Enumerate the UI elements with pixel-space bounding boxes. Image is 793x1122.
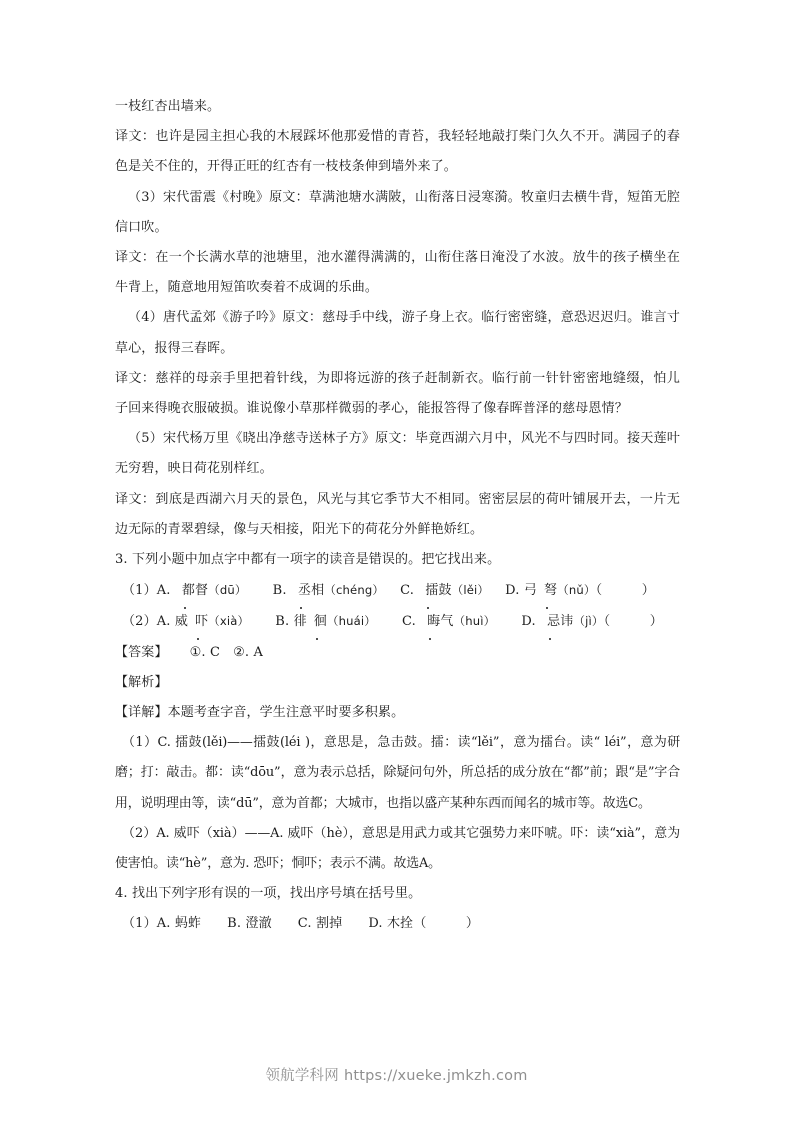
sub2-marker: （2） — [122, 614, 157, 630]
poem2-tail-line: 一枝红杏出墙来。 — [115, 99, 221, 114]
sub2-opt-a-letter[interactable]: A. — [156, 614, 171, 630]
q4-opt-b-letter[interactable]: B. — [227, 916, 242, 932]
sub2-opt-a-char-dotted: 吓 — [188, 607, 208, 637]
sub1-opt-b-pinyin: （chéng） — [324, 583, 385, 598]
sub1-opt-b-letter[interactable]: B. — [272, 583, 287, 599]
q4-answer-blank[interactable]: （ ） — [413, 916, 480, 932]
q4-opt-a-letter[interactable]: A. — [156, 916, 171, 932]
sub2-opt-c-letter[interactable]: C. — [402, 614, 416, 630]
sub1-opt-a-pinyin: （dū） — [208, 583, 247, 598]
q4-opt-a-word: 蚂蚱 — [174, 916, 202, 932]
sub2-opt-d-letter[interactable]: D. — [521, 614, 536, 630]
sub1-opt-b-char-dotted: 丞 — [291, 576, 311, 606]
poem5-translation: 译文：到底是西湖六月天的景色，风光与其它季节大不相同。密密层层的荷叶铺展开去，一片无边无际的青翠碧绿，像与天相接，阳光下的荷花分外鲜艳娇红。 — [115, 491, 680, 537]
question3-explanation-2: （2）A. 威吓（xià）——A. 威吓（hè），意思是用武力或其它强势力来吓唬。吓：读“xià”，意为使害怕。读“hè”，意为. 恐吓；恫吓；表示不满。故选A。 — [115, 825, 680, 872]
sub1-opt-a-char-dotted: 都 — [175, 576, 195, 606]
question4-stem — [115, 879, 680, 909]
poem2-translation: 译文：也许是园主担心我的木屐踩坏他那爱惜的青苔，我轻轻地敲打柴门久久不开。满园子的春色是关不住的，开得正旺的红杏有一枝枝条伸到墙外来了。 — [115, 129, 680, 175]
question3-explanation-1: （1）C. 擂鼓(lěi)——擂鼓(léi )，意思是，急击鼓。擂：读“lěi”，意为擂台。读“ léi”，意为研磨；打：敲击。都：读“dōu”，意为表示总括，除疑问句外，所总括的成分放在“都”前；跟“是”字合用，说明理由等，读“dū”，意为首都；大城市，也指以盛产某种东西而闻名的城市等。故选C。 — [115, 735, 680, 811]
sub2-opt-b-char-dotted: 徊 — [307, 607, 327, 637]
q4-opt-c-word: 割掉 — [316, 916, 343, 932]
q4-sub1-marker: （1） — [122, 916, 157, 932]
sub2-opt-c-char-dotted: 晦 — [420, 607, 440, 637]
detail-text: 本题考查字音，学生注意平时要多积累。 — [167, 705, 405, 721]
sub2-opt-d-char2: 讳 — [560, 614, 574, 630]
question3-answer-row — [115, 638, 680, 668]
poem3-original: （3）宋代雷震《村晚》原文：草满池塘水满陂，山衔落日浸寒漪。牧童归去横牛背，短笛无腔信口吹。 — [115, 189, 680, 235]
sub1-opt-c-char-dotted: 擂 — [418, 576, 438, 606]
sub1-opt-c-pinyin: （lěi） — [451, 583, 490, 598]
detail-label: 【详解】 — [115, 705, 168, 721]
answer-item-2: ②. A — [233, 644, 263, 660]
sub1-opt-b-char2: 相 — [311, 583, 325, 599]
answer-label: 【答案】 — [115, 644, 168, 660]
poem5-original: （5）宋代杨万里《晓出净慈寺送林子方》原文：毕竟西湖六月中，风光不与四时同。接天莲叶无穷碧，映日荷花别样红。 — [115, 431, 680, 477]
sub2-opt-d-char-dotted: 忌 — [540, 607, 560, 637]
poem4-original: （4）唐代孟郊《游子吟》原文：慈母手中线，游子身上衣。临行密密缝，意恐迟迟归。谁言寸草心，报得三春晖。 — [115, 310, 680, 356]
q4-opt-d-word: 木拴 — [387, 916, 414, 932]
sub1-opt-d-char-dotted: 弩 — [537, 576, 557, 606]
question4-sub1-options — [115, 909, 680, 939]
footer-watermark — [0, 1064, 793, 1085]
sub2-opt-b-char1: 徘 — [293, 614, 307, 630]
question3-sub1-options — [115, 575, 680, 606]
sub1-opt-c-letter[interactable]: C. — [400, 583, 415, 599]
sub2-opt-a-pinyin: （xià） — [208, 614, 250, 629]
question4-stem-text: 找出下列字形有误的一项，找出序号填在括号里。 — [132, 886, 422, 902]
sub2-answer-blank[interactable]: （ ） — [603, 614, 663, 630]
poem4-translation: 译文：慈祥的母亲手里把着针线，为即将远游的孩子赶制新衣。临行前一针针密密地缝缀，怕儿子回来得晚衣服破损。谁说像小草那样微弱的孝心，能报答得了像春晖普泽的慈母恩情？ — [115, 370, 680, 417]
question3-detail-row — [115, 698, 680, 728]
sub2-opt-d-pinyin: （jì） — [573, 614, 604, 629]
question3-stem — [115, 545, 680, 575]
q4-opt-b-word: 澄澈 — [245, 916, 272, 932]
question3-analysis-label: 【解析】 — [115, 674, 168, 690]
sub2-opt-a-char1: 威 — [174, 614, 189, 630]
sub1-opt-a-char2: 督 — [195, 583, 209, 599]
sub1-marker: （1） — [122, 583, 157, 599]
question3-sub2-options — [115, 606, 680, 637]
sub2-opt-c-pinyin: （huì） — [453, 614, 496, 629]
question3-number: 3. — [115, 552, 128, 568]
sub1-opt-a-letter[interactable]: A. — [156, 583, 171, 599]
footer-site-name: 领航学科网 — [265, 1068, 339, 1084]
sub2-opt-c-char2: 气 — [440, 614, 454, 630]
sub1-opt-d-pinyin: （nǔ） — [557, 583, 596, 598]
sub2-opt-b-letter[interactable]: B. — [275, 614, 290, 630]
sub1-opt-d-letter[interactable]: D. — [505, 583, 520, 599]
answer-item-1: ①. C — [189, 644, 221, 660]
question3-stem-text: 下列小题中加点字中都有一项字的读音是错误的。把它找出来。 — [132, 552, 501, 568]
poem3-translation: 译文：在一个长满水草的池塘里，池水灌得满满的，山衔住落日淹没了水波。放牛的孩子横坐在牛背上，随意地用短笛吹奏着不成调的乐曲。 — [115, 250, 680, 296]
footer-url[interactable]: https://xueke.jmkzh.com — [343, 1068, 528, 1084]
question4-number: 4. — [115, 886, 128, 902]
q4-opt-d-letter[interactable]: D. — [368, 916, 383, 932]
sub1-opt-c-char2: 鼓 — [438, 583, 452, 599]
sub1-answer-blank[interactable]: （ ） — [595, 583, 655, 599]
sub2-opt-b-pinyin: （huái） — [326, 614, 377, 629]
q4-opt-c-letter[interactable]: C. — [297, 916, 312, 932]
sub1-opt-d-char1: 弓 — [523, 583, 537, 599]
